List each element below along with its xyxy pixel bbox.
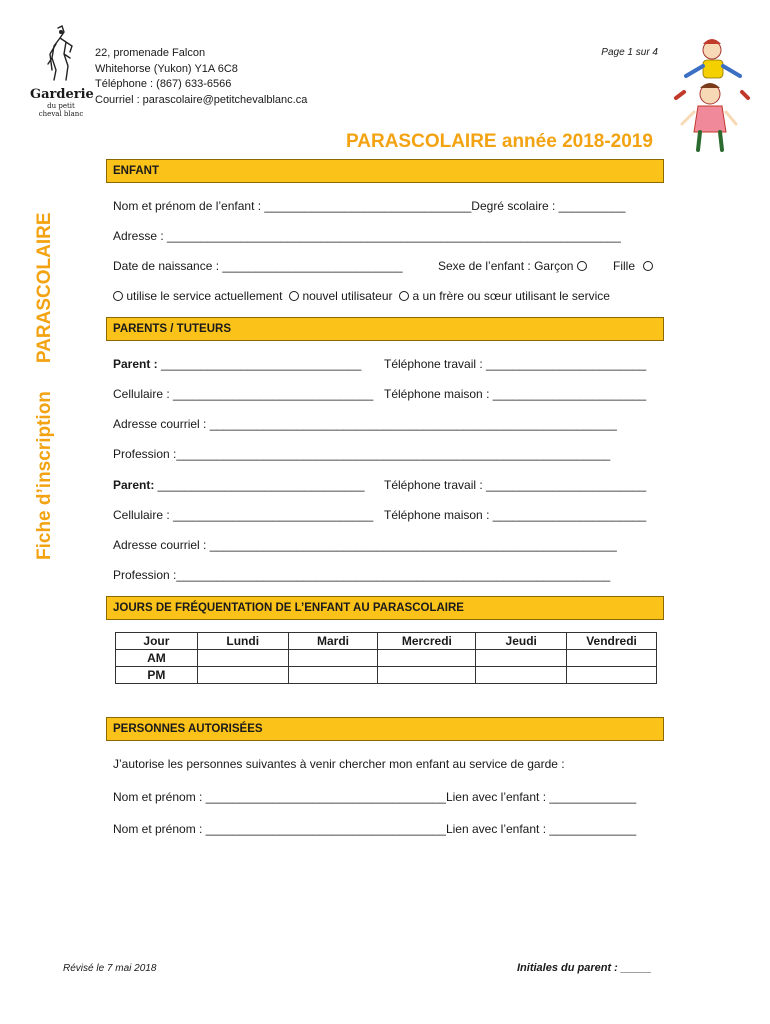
girl-label: Fille [613,259,636,273]
parent1-profession-field[interactable]: Profession :_________________________________________________________________ [113,447,611,461]
sibling-radio[interactable] [399,291,409,301]
horse-icon [30,24,92,84]
section-enfant: ENFANT [106,159,664,183]
parent1-label: Parent : [113,357,158,371]
page-title: PARASCOLAIRE année 2018-2019 [346,131,653,152]
vertical-title [34,200,56,560]
new-user-radio[interactable] [289,291,299,301]
daycare-logo [30,24,92,122]
section-days: JOURS DE FRÉQUENTATION DE L’ENFANT AU PARASCOLAIRE [106,596,664,620]
cell-am-vendredi[interactable] [567,650,657,667]
boy-radio[interactable] [577,261,587,271]
email-address: Courriel : parascolaire@petitchevalblanc.ca [95,93,308,106]
header-lundi: Lundi [197,633,288,650]
cell-pm-lundi[interactable] [197,667,288,684]
cell-am-jeudi[interactable] [476,650,567,667]
current-user-label: utilise le service actuellement [126,289,283,303]
section-parents: PARENTS / TUTEURS [106,317,664,341]
current-user-radio[interactable] [113,291,123,301]
authorization-text: J’autorise les personnes suivantes à venir chercher mon enfant au service de garde : [113,757,565,771]
table-row-pm [116,667,657,684]
sex-boy-option[interactable] [438,259,587,273]
child-name-field[interactable]: Nom et prénom de l’enfant : _______________________________Degré scolaire : __________ [113,199,626,213]
cell-am-mercredi[interactable] [378,650,476,667]
logo-sub2: cheval blanc [38,110,84,118]
vertical-title-left: Fiche d’inscription [34,391,55,560]
parent-initials-field[interactable]: Initiales du parent : _____ [517,962,652,974]
revision-date: Révisé le 7 mai 2018 [63,963,157,974]
vertical-title-right: PARASCOLAIRE [34,212,55,364]
girl-radio[interactable] [643,261,653,271]
logo-sub1: du petit [47,102,75,110]
header-mercredi: Mercredi [378,633,476,650]
page-number: Page 1 sur 4 [601,47,658,58]
city-address: Whitehorse (Yukon) Y1A 6C8 [95,62,238,75]
sibling-label: a un frère ou sœur utilisant le service [412,289,610,303]
sex-label: Sexe de l’enfant : Garçon [438,259,574,273]
sex-girl-option[interactable] [613,259,653,273]
parent2-profession-field[interactable]: Profession :_________________________________________________________________ [113,568,611,582]
table-header-row [116,633,657,650]
parent2-label: Parent: [113,478,155,492]
parent2-line: _______________________________ [154,478,365,492]
row-label-am: AM [116,650,198,667]
cell-pm-mardi[interactable] [288,667,378,684]
new-user-label: nouvel utilisateur [302,289,393,303]
authorized-person-1-field[interactable]: Nom et prénom : ____________________________________Lien avec l’enfant : _____________ [113,790,637,804]
street-address: 22, promenade Falcon [95,47,206,59]
header-jeudi: Jeudi [476,633,567,650]
parent1-name-field[interactable] [113,357,361,371]
parent1-email-field[interactable]: Adresse courriel : _____________________________________________________________ [113,417,617,431]
cell-am-mardi[interactable] [288,650,378,667]
parent1-line: ______________________________ [157,357,362,371]
parent2-name-field[interactable] [113,478,365,492]
child-address-field[interactable]: Adresse : ____________________________________________________________________ [113,229,621,243]
header-jour: Jour [116,633,198,650]
row-label-pm: PM [116,667,198,684]
parent2-work-phone-field[interactable]: Téléphone travail : ________________________ [384,478,647,492]
parent1-home-phone-field[interactable]: Téléphone maison : _______________________ [384,387,647,401]
authorized-person-2-field[interactable]: Nom et prénom : ____________________________________Lien avec l’enfant : _____________ [113,822,637,836]
parent1-cell-field[interactable]: Cellulaire : ______________________________ [113,387,374,401]
logo-brand: Garderie [30,87,94,102]
phone-number: Téléphone : (867) 633-6566 [95,78,232,90]
cell-pm-vendredi[interactable] [567,667,657,684]
parent2-cell-field[interactable]: Cellulaire : ______________________________ [113,508,374,522]
parent2-home-phone-field[interactable]: Téléphone maison : _______________________ [384,508,647,522]
header-vendredi: Vendredi [567,633,657,650]
children-illustration [670,36,750,154]
cell-am-lundi[interactable] [197,650,288,667]
parent2-email-field[interactable]: Adresse courriel : _____________________________________________________________ [113,538,617,552]
attendance-table [115,632,657,684]
address-block [95,46,307,108]
cell-pm-mercredi[interactable] [378,667,476,684]
section-authorized: PERSONNES AUTORISÉES [106,717,664,741]
status-options [113,289,610,303]
header-mardi: Mardi [288,633,378,650]
table-row-am [116,650,657,667]
cell-pm-jeudi[interactable] [476,667,567,684]
birth-date-field[interactable]: Date de naissance : ___________________________ [113,259,403,273]
parent1-work-phone-field[interactable]: Téléphone travail : ________________________ [384,357,647,371]
